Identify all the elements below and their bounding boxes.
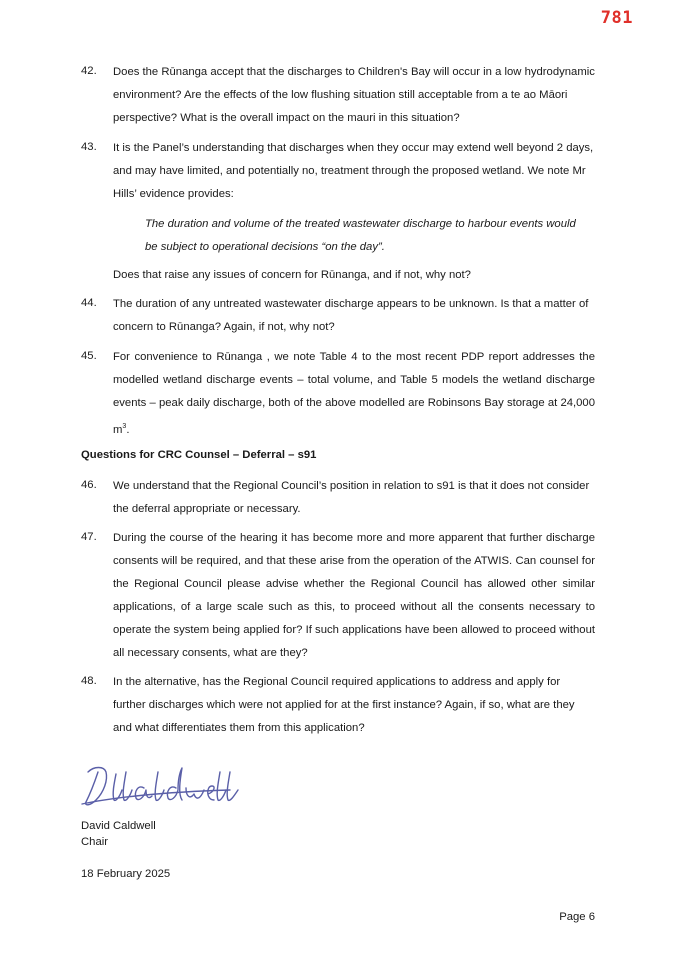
item-text-main: For convenience to Rūnanga , we note Table 4 to the most recent PDP report addresses the modelled wetland discharge events – total volume, and Table 5 models the wetland discharge events – peak daily discharge, both of the above modelled are Robinsons Bay storage at 24,000 m	[113, 351, 595, 436]
item-number: 48.	[81, 675, 97, 687]
follow-up-question: Does that raise any issues of concern for Rūnanga, and if not, why not?	[113, 269, 471, 281]
page-number: Page 6	[559, 911, 595, 923]
item-number: 47.	[81, 531, 97, 543]
item-number: 42.	[81, 65, 97, 77]
item-number: 44.	[81, 297, 97, 309]
page-stamp-number: 781	[600, 8, 633, 28]
item-text: In the alternative, has the Regional Council required applications to address and apply for further discharges which were not applied for at the first instance? Again, if so, what are they and what differentiates them from this application?	[113, 676, 575, 734]
item-text	[113, 346, 595, 442]
superscript: 3	[122, 423, 127, 430]
item-text: Does the Rūnanga accept that the discharges to Children's Bay will occur in a low hydrodynamic environment? Are the effects of the low flushing situation still acceptable from a te ao Māori perspective? What is the overall impact on the mauri in this situation?	[113, 66, 595, 124]
signature-image	[80, 762, 255, 810]
item-number: 43.	[81, 141, 97, 153]
signer-title: Chair	[81, 836, 108, 848]
item-number: 46.	[81, 479, 97, 491]
evidence-quote: The duration and volume of the treated wastewater discharge to harbour events would be subject to operational decisions “on the day”.	[145, 218, 576, 253]
item-number: 45.	[81, 350, 97, 362]
item-text: It is the Panel’s understanding that discharges when they occur may extend well beyond 2 days, and may have limited, and potentially no, treatment through the proposed wetland. We note Mr Hills’ evidence provides:	[113, 142, 594, 200]
item-text-end: .	[126, 423, 130, 436]
signer-name: David Caldwell	[81, 820, 156, 832]
document-date: 18 February 2025	[81, 868, 171, 880]
item-text: The duration of any untreated wastewater discharge appears to be unknown. Is that a matter of concern to Rūnanga? Again, if not, why not?	[113, 298, 589, 333]
item-text: During the course of the hearing it has become more and more apparent that further discharge consents will be required, and that these arise from the operation of the ATWIS. Can counsel for the Regional Council please advise whether the Regional Council has allowed other similar applications, of a large scale such as this, to proceed without all the consents necessary to operate the system being applied for? If such applications have been allowed to proceed without all necessary consents, what are they?	[113, 532, 595, 659]
item-text: We understand that the Regional Council’s position in relation to s91 is that it does not consider the deferral appropriate or necessary.	[113, 480, 590, 515]
section-heading: Questions for CRC Counsel – Deferral – s91	[81, 449, 317, 461]
